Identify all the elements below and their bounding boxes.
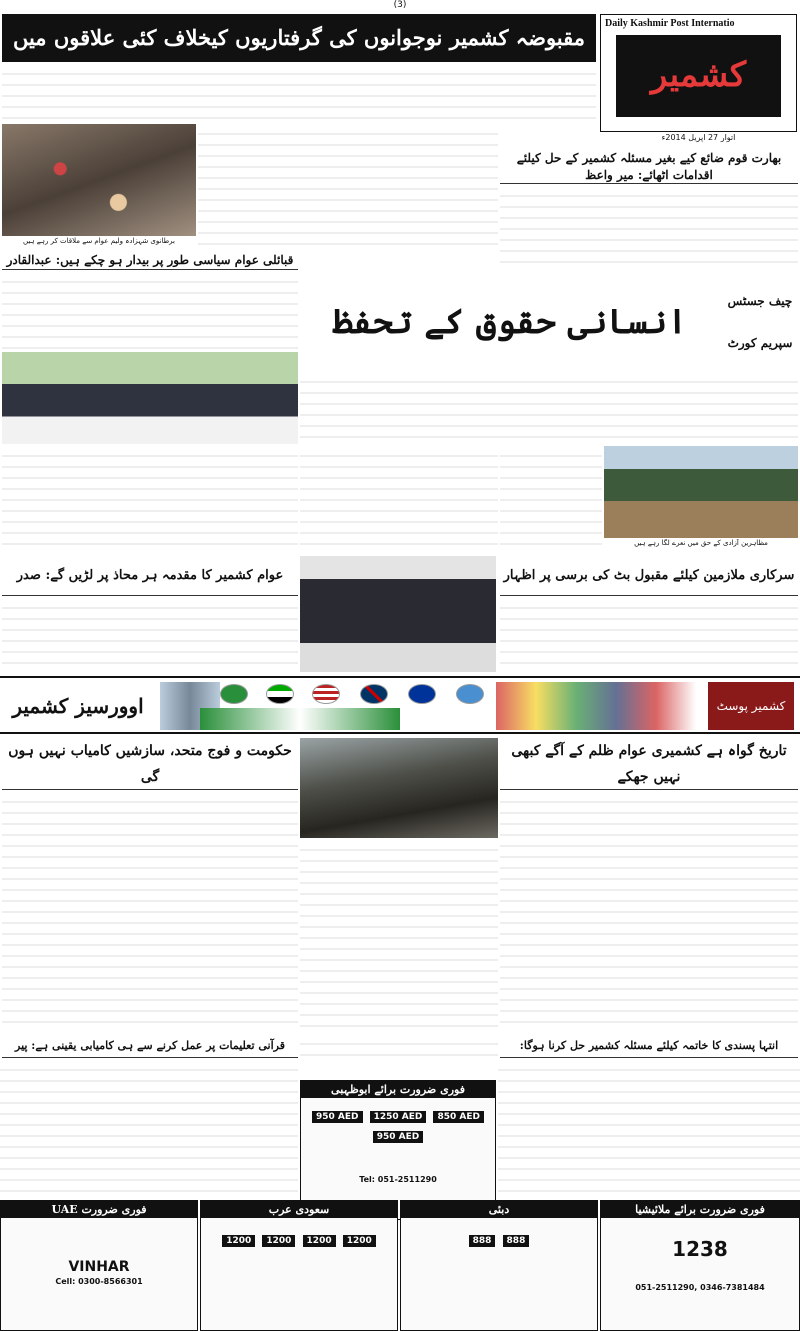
masthead-english: Daily Kashmir Post Internatio [605,18,735,29]
saudi-ad [200,1200,398,1331]
group-photo [300,556,496,672]
abu-dhabi-price: 1250 AED [370,1111,427,1123]
saudi-price: 1200 [343,1235,376,1247]
kashmir-flag-strip [200,708,400,730]
abu-dhabi-price: 950 AED [373,1131,424,1143]
classified-ads [0,1060,800,1331]
flag-un-icon [456,684,484,704]
chief-justice-label: چیف جسٹس سپریم کورٹ [727,294,793,350]
education-headline: قرآنی تعلیمات پر عمل کرنے سے ہی کامیابی یقینی ہے: پیر [2,1034,298,1058]
army-headline: حکومت و فوج متحد، سازشیں کامیاب نہیں ہوں گی [2,738,298,790]
page-number: (3) [393,0,407,10]
malaysia-salary: 1238 [672,1237,728,1261]
top-story-body [2,64,596,120]
flag-uae-icon [266,684,294,704]
bhutto-headline: تاریخ گواہ ہے کشمیری عوام ظلم کے آگے کبھی نہیں جھکے [500,738,798,790]
army-body [2,792,298,1032]
sarkari-body [500,598,798,672]
mid-column-stories [198,124,498,246]
overseas-kashmir-banner [0,676,800,734]
dateline: اتوار 27 اپریل 2014ء [661,133,736,142]
masthead [600,14,797,132]
tribal-body [2,272,298,350]
uae-title: فوری ضرورت UAE [1,1201,197,1218]
human-rights-headline: انسانی حقوق کے تحفظ [332,302,688,342]
rally-story [500,446,602,552]
left-column-stories [2,446,298,552]
dubai-title: دبئی [401,1201,597,1218]
flag-usa-icon [312,684,340,704]
oic-body [2,598,298,672]
tribal-headline: قبائلی عوام سیاسی طور پر بیدار ہو چکے ہیں: عبدالقادر [2,250,298,270]
abu-dhabi-price: 850 AED [433,1111,484,1123]
uae-ad [0,1200,198,1331]
royal-visit-photo [2,124,196,236]
blast-site-photo [300,738,498,838]
flags-graphic [496,682,696,730]
abu-dhabi-ad [300,1080,496,1220]
ads-area-filler-left [0,1060,298,1198]
saudi-price: 1200 [222,1235,255,1247]
flag-saudi-icon [220,684,248,704]
human-rights-body [300,372,798,444]
flag-eu-icon [408,684,436,704]
saudi-price: 1200 [303,1235,336,1247]
ads-area-filler-right [498,1060,800,1198]
saudi-title: سعودی عرب [201,1201,397,1218]
abu-dhabi-title: فوری ضرورت برائے ابوظہبی [301,1081,495,1098]
rally-photo [604,446,798,538]
mid-lower-stories [300,840,498,1032]
oic-headline: عوام کشمیر کا مقدمہ ہر محاذ پر لڑیں گے: صدر [2,556,298,596]
india-elections-body [500,186,798,270]
top-banner-headline: مقبوضہ کشمیر نوجوانوں کی گرفتاریوں کیخلاف کئی علاقوں میں [2,14,596,62]
sarkari-headline: سرکاری ملازمین کیلئے مقبول بٹ کی برسی پر اظہار [500,556,798,596]
masthead-urdu: کشمیر [616,35,781,117]
uae-company: VINHAR [68,1259,130,1275]
mid-filler-story [300,1034,498,1058]
india-elections-headline: بھارت قوم ضائع کیے بغیر مسئلہ کشمیر کے حل کیلئے اقدامات اٹھائے: میر واعظ [500,150,798,184]
saudi-price: 1200 [262,1235,295,1247]
dubai-price: 888 [469,1235,496,1247]
dubai-ad [400,1200,598,1331]
malaysia-phone: 051-2511290, 0346-7381484 [635,1283,765,1292]
abu-dhabi-price: 950 AED [312,1111,363,1123]
rally-caption: مظاہرین آزادی کے حق میں نعرے لگا رہے ہیں [634,539,768,547]
uae-phone: Cell: 0300-8566301 [55,1277,143,1286]
extremism-headline: انتہا پسندی کا خاتمہ کیلئے مسئلہ کشمیر حل کرنا ہوگا: [500,1034,798,1058]
dubai-price: 888 [503,1235,530,1247]
overseas-title: اوورسیز کشمیر [12,694,144,718]
bhutto-body [500,792,798,1032]
abu-dhabi-phone: Tel: 051-2511290 [359,1175,437,1184]
islamabad-stories [300,446,498,552]
masthead-logo-small: کشمیر پوسٹ [708,682,794,730]
conference-photo [2,352,298,444]
malaysia-title: فوری ضرورت برائے ملائیشیا [601,1201,799,1218]
flag-uk-icon [360,684,388,704]
malaysia-ad [600,1200,800,1331]
photo-caption: برطانوی شہزادہ ولیم عوام سے ملاقات کر رہے ہیں [23,237,175,245]
